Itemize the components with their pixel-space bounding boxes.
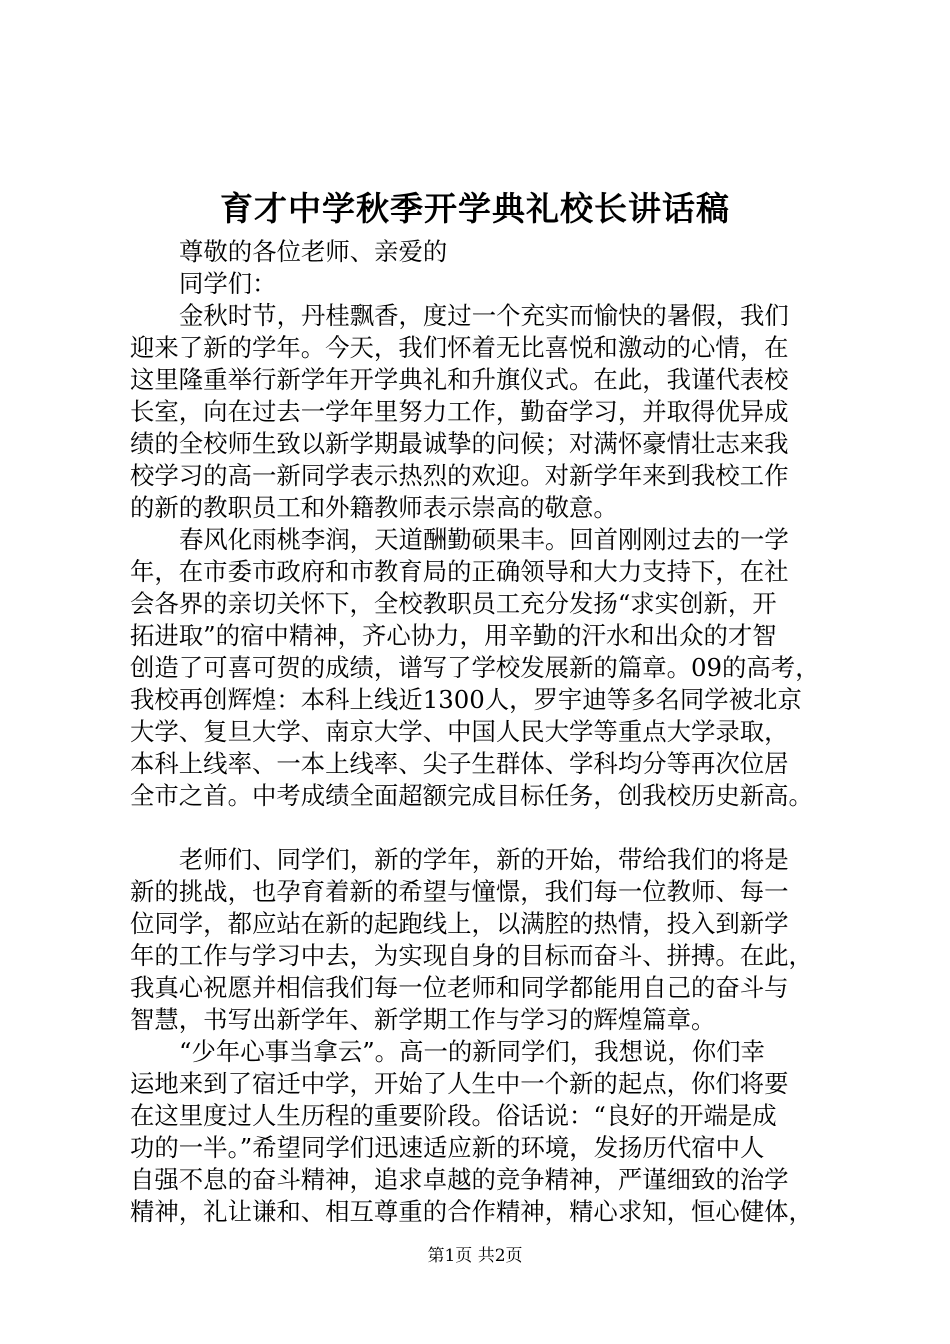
text-line: 的新的教职员工和外籍教师表示崇高的敬意。 [130,493,618,522]
text-line: 大学、复旦大学、南京大学、中国人民大学等重点大学录取， [130,717,789,746]
text-line: 我校再创辉煌：本科上线近1300人，罗宇迪等多名同学被北京 [130,685,802,714]
document-title: 育才中学秋季开学典礼校长讲话稿 [220,189,730,228]
text-line: 位同学，都应站在新的起跑线上，以满腔的热情，投入到新学 [130,909,789,938]
text-line: 运地来到了宿迁中学，开始了人生中一个新的起点，你们将要 [130,1069,789,1098]
text-line: “少年心事当拿云”。高一的新同学们，我想说，你们幸 [179,1037,765,1066]
paragraph-2 [130,524,835,812]
page-footer: 第1页 共2页 [427,1246,523,1266]
text-line: 精神，礼让谦和、相互尊重的合作精神，精心求知，恒心健体， [130,1197,813,1226]
greeting-line: 同学们： [179,269,277,298]
text-line: 我真心祝愿并相信我们每一位老师和同学都能用自己的奋斗与 [130,973,789,1002]
text-line: 校学习的高一新同学表示热烈的欢迎。对新学年来到我校工作 [130,461,789,490]
text-line: 春风化雨桃李润，天道酬勤硕果丰。回首刚刚过去的一学 [179,525,789,554]
document-body [130,236,835,1228]
text-line: 创造了可喜可贺的成绩，谱写了学校发展新的篇章。09的高考， [130,653,820,682]
text-line: 自强不息的奋斗精神，追求卓越的竞争精神，严谨细致的治学 [130,1165,789,1194]
text-line: 迎来了新的学年。今天，我们怀着无比喜悦和激动的心情，在 [130,333,789,362]
text-line: 老师们、同学们，新的学年，新的开始，带给我们的将是 [179,845,789,874]
text-line: 会各界的亲切关怀下，全校教职员工充分发扬“求实创新，开 [130,589,777,618]
paragraph-1 [130,300,835,524]
text-line: 功的一半。”希望同学们迅速适应新的环境，发扬历代宿中人 [130,1133,765,1162]
text-line: 这里隆重举行新学年开学典礼和升旗仪式。在此，我谨代表校 [130,365,789,394]
text-line: 年，在市委市政府和市教育局的正确领导和大力支持下，在社 [130,557,789,586]
text-line: 新的挑战，也孕育着新的希望与憧憬，我们每一位教师、每一 [130,877,789,906]
text-line: 全市之首。中考成绩全面超额完成目标任务，创我校历史新高。 [130,781,813,810]
text-line: 拓进取”的宿中精神，齐心协力，用辛勤的汗水和出众的才智 [130,621,777,650]
paragraph-4 [130,1036,835,1228]
text-line: 在这里度过人生历程的重要阶段。俗话说：“良好的开端是成 [130,1101,777,1130]
greeting-line: 尊敬的各位老师、亲爱的 [179,237,448,266]
text-line: 金秋时节，丹桂飘香，度过一个充实而愉快的暑假，我们 [179,301,789,330]
text-line: 智慧，书写出新学年、新学期工作与学习的辉煌篇章。 [130,1005,716,1034]
text-line: 本科上线率、一本上线率、尖子生群体、学科均分等再次位居 [130,749,789,778]
text-line: 年的工作与学习中去，为实现自身的目标而奋斗、拼搏。在此， [130,941,813,970]
text-line: 绩的全校师生致以新学期最诚挚的问候；对满怀豪情壮志来我 [130,429,789,458]
paragraph-spacer [130,812,835,844]
paragraph-3 [130,844,835,1036]
text-line: 长室，向在过去一学年里努力工作，勤奋学习，并取得优异成 [130,397,789,426]
